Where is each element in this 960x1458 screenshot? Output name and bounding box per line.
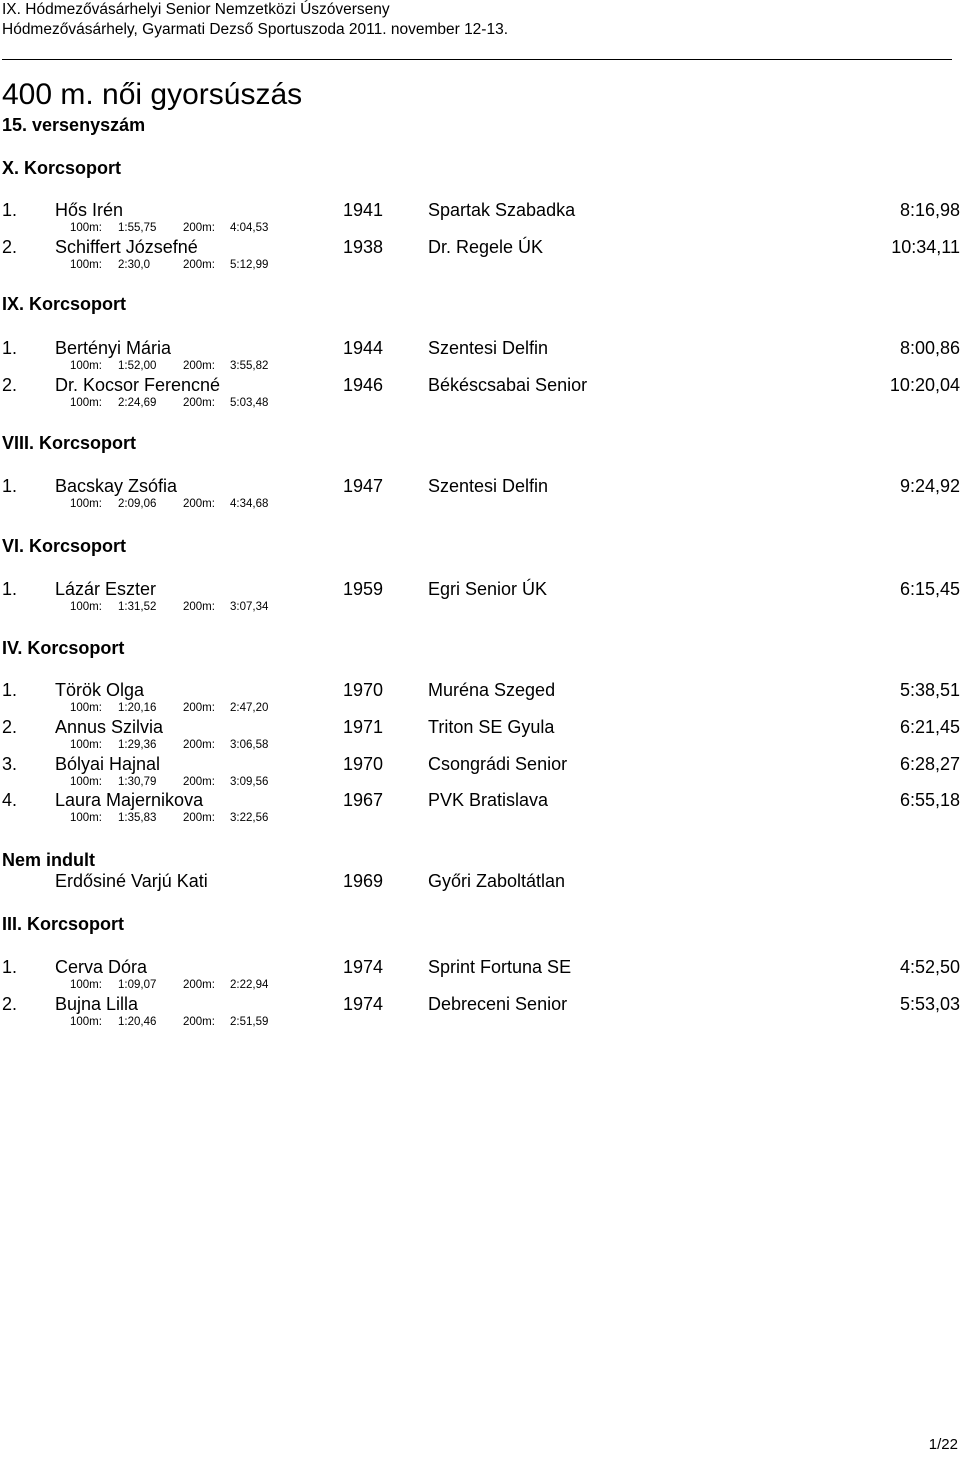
result-row: [0, 790, 960, 810]
split-times: [0, 978, 500, 992]
swimmer-name: Lázár Eszter: [55, 579, 157, 599]
split-200-time: 2:47,20: [230, 702, 269, 714]
birth-year: 1969: [343, 871, 384, 891]
split-200-time: 3:55,82: [230, 360, 269, 372]
club: Győri Zaboltátlan: [428, 871, 566, 891]
result-row: [0, 579, 960, 599]
birth-year: 1974: [343, 957, 384, 977]
split-200-label: 200m:: [183, 776, 215, 788]
place: 2.: [2, 994, 18, 1014]
header-rule: [2, 59, 952, 60]
split-200-label: 200m:: [183, 1016, 215, 1028]
result-row: [0, 680, 960, 700]
split-times: [0, 600, 500, 614]
split-200-label: 200m:: [183, 259, 215, 271]
split-200-label: 200m:: [183, 702, 215, 714]
place: 2.: [2, 237, 18, 257]
club: PVK Bratislava: [428, 790, 549, 810]
final-time: 6:15,45: [899, 579, 960, 599]
split-100-time: 2:24,69: [118, 397, 157, 409]
final-time: 10:34,11: [891, 237, 960, 257]
place: 3.: [2, 754, 18, 774]
split-times: [0, 811, 500, 825]
club: Egri Senior ÚK: [428, 579, 548, 599]
split-200-label: 200m:: [183, 222, 215, 234]
split-200-time: 5:12,99: [230, 259, 269, 271]
split-100-label: 100m:: [70, 397, 102, 409]
age-group-heading: IX. Korcsoport: [2, 294, 127, 314]
result-row: [0, 375, 960, 395]
birth-year: 1944: [343, 338, 384, 358]
result-row: [0, 338, 960, 358]
split-200-time: 3:06,58: [230, 739, 269, 751]
split-100-label: 100m:: [70, 259, 102, 271]
split-200-time: 4:04,53: [230, 222, 269, 234]
age-group-heading: X. Korcsoport: [2, 158, 122, 178]
club: Szentesi Delfin: [428, 476, 549, 496]
swimmer-name: Hős Irén: [55, 200, 124, 220]
club: Békéscsabai Senior: [428, 375, 588, 395]
birth-year: 1947: [343, 476, 384, 496]
swimmer-name: Török Olga: [55, 680, 145, 700]
final-time: 4:52,50: [899, 957, 960, 977]
birth-year: 1970: [343, 680, 384, 700]
swimmer-name: Annus Szilvia: [55, 717, 164, 737]
page-number: 1/22: [928, 1436, 958, 1453]
birth-year: 1971: [343, 717, 384, 737]
split-times: [0, 396, 500, 410]
swimmer-name: Erdősiné Varjú Kati: [55, 871, 208, 891]
split-100-time: 1:55,75: [118, 222, 157, 234]
swimmer-name: Bólyai Hajnal: [55, 754, 161, 774]
swimmer-name: Bujna Lilla: [55, 994, 139, 1014]
place: 4.: [2, 790, 18, 810]
place: 1.: [2, 338, 18, 358]
split-200-label: 200m:: [183, 979, 215, 991]
split-200-label: 200m:: [183, 739, 215, 751]
birth-year: 1967: [343, 790, 384, 810]
split-100-time: 1:20,46: [118, 1016, 157, 1028]
split-100-label: 100m:: [70, 979, 102, 991]
age-group-heading: IV. Korcsoport: [2, 638, 125, 658]
result-row: [0, 476, 960, 496]
split-200-time: 4:34,68: [230, 498, 269, 510]
final-time: 8:00,86: [899, 338, 960, 358]
place: 2.: [2, 375, 18, 395]
split-times: [0, 775, 500, 789]
place: 1.: [2, 200, 18, 220]
split-100-label: 100m:: [70, 222, 102, 234]
split-100-label: 100m:: [70, 360, 102, 372]
result-row: [0, 994, 960, 1014]
club: Muréna Szeged: [428, 680, 556, 700]
split-100-label: 100m:: [70, 776, 102, 788]
split-100-time: 1:30,79: [118, 776, 157, 788]
header-line-1: IX. Hódmezővásárhelyi Senior Nemzetközi Úszóverseny: [2, 1, 390, 18]
split-times: [0, 497, 500, 511]
event-number: 15. versenyszám: [2, 115, 146, 135]
did-not-start-row: [0, 871, 960, 891]
age-group-heading: VIII. Korcsoport: [2, 433, 137, 453]
split-200-time: 2:51,59: [230, 1016, 269, 1028]
result-row: [0, 717, 960, 737]
split-times: [0, 221, 500, 235]
swimmer-name: Laura Majernikova: [55, 790, 204, 810]
final-time: 8:16,98: [899, 200, 960, 220]
split-200-time: 3:09,56: [230, 776, 269, 788]
split-200-label: 200m:: [183, 397, 215, 409]
birth-year: 1941: [343, 200, 384, 220]
split-100-label: 100m:: [70, 601, 102, 613]
club: Szentesi Delfin: [428, 338, 549, 358]
split-100-time: 2:09,06: [118, 498, 157, 510]
age-group-heading: III. Korcsoport: [2, 914, 125, 934]
final-time: 5:53,03: [899, 994, 960, 1014]
header-line-2: Hódmezővásárhely, Gyarmati Dezső Sportuszoda 2011. november 12-13.: [2, 21, 509, 38]
final-time: 6:28,27: [899, 754, 960, 774]
split-times: [0, 1015, 500, 1029]
club: Triton SE Gyula: [428, 717, 555, 737]
result-row: [0, 200, 960, 220]
result-row: [0, 957, 960, 977]
split-200-time: 3:22,56: [230, 812, 269, 824]
swimmer-name: Schiffert Józsefné: [55, 237, 198, 257]
split-100-time: 1:20,16: [118, 702, 157, 714]
split-times: [0, 701, 500, 715]
split-200-time: 5:03,48: [230, 397, 269, 409]
age-group-heading: VI. Korcsoport: [2, 536, 127, 556]
split-200-label: 200m:: [183, 601, 215, 613]
split-100-label: 100m:: [70, 702, 102, 714]
club: Sprint Fortuna SE: [428, 957, 572, 977]
place: 1.: [2, 680, 18, 700]
place: 2.: [2, 717, 18, 737]
split-100-time: 1:29,36: [118, 739, 157, 751]
split-times: [0, 359, 500, 373]
final-time: 6:21,45: [899, 717, 960, 737]
club: Dr. Regele ÚK: [428, 237, 544, 257]
final-time: 9:24,92: [899, 476, 960, 496]
did-not-start-heading: Nem indult: [2, 850, 95, 870]
birth-year: 1970: [343, 754, 384, 774]
split-100-time: 1:09,07: [118, 979, 157, 991]
birth-year: 1938: [343, 237, 384, 257]
place: 1.: [2, 579, 18, 599]
birth-year: 1959: [343, 579, 384, 599]
split-100-time: 2:30,0: [118, 259, 150, 271]
birth-year: 1974: [343, 994, 384, 1014]
split-100-label: 100m:: [70, 1016, 102, 1028]
swimmer-name: Bacskay Zsófia: [55, 476, 178, 496]
split-200-label: 200m:: [183, 360, 215, 372]
club: Spartak Szabadka: [428, 200, 576, 220]
result-row: [0, 754, 960, 774]
split-times: [0, 258, 500, 272]
place: 1.: [2, 476, 18, 496]
split-100-label: 100m:: [70, 739, 102, 751]
split-100-time: 1:31,52: [118, 601, 157, 613]
final-time: 6:55,18: [899, 790, 960, 810]
event-title: 400 m. női gyorsúszás: [2, 78, 303, 111]
place: 1.: [2, 957, 18, 977]
swimmer-name: Dr. Kocsor Ferencné: [55, 375, 221, 395]
split-100-time: 1:35,83: [118, 812, 157, 824]
split-100-time: 1:52,00: [118, 360, 157, 372]
final-time: 10:20,04: [889, 375, 960, 395]
club: Csongrádi Senior: [428, 754, 568, 774]
final-time: 5:38,51: [899, 680, 960, 700]
birth-year: 1946: [343, 375, 384, 395]
swimmer-name: Bertényi Mária: [55, 338, 172, 358]
split-times: [0, 738, 500, 752]
swimmer-name: Cerva Dóra: [55, 957, 148, 977]
split-200-time: 2:22,94: [230, 979, 269, 991]
split-200-label: 200m:: [183, 498, 215, 510]
split-200-time: 3:07,34: [230, 601, 269, 613]
result-row: [0, 237, 960, 257]
split-100-label: 100m:: [70, 812, 102, 824]
club: Debreceni Senior: [428, 994, 568, 1014]
split-100-label: 100m:: [70, 498, 102, 510]
split-200-label: 200m:: [183, 812, 215, 824]
